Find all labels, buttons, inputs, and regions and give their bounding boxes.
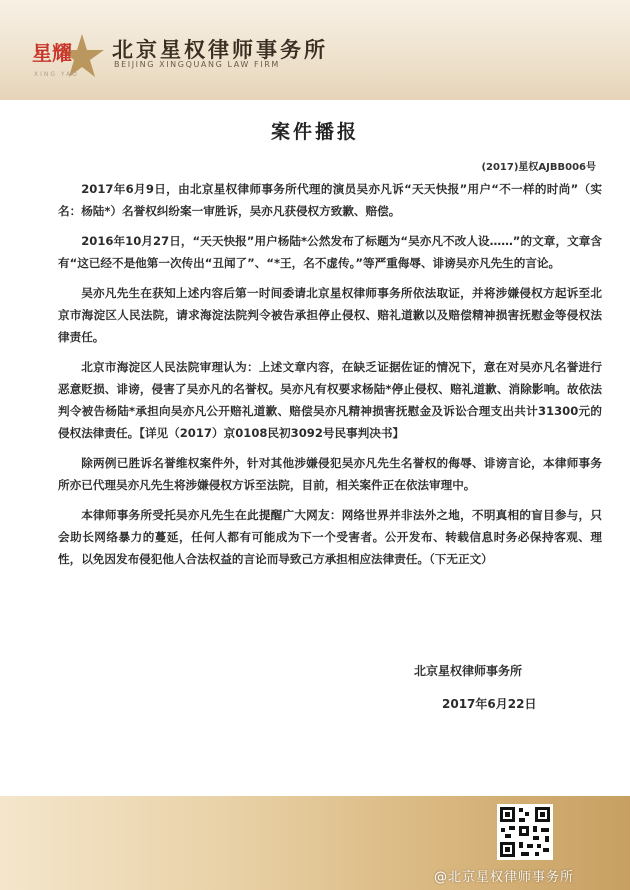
- logo-text: 星耀: [32, 41, 72, 65]
- paragraph-6: 本律师事务所受托吴亦凡先生在此提醒广大网友：网络世界并非法外之地，不明真相的盲目参与，只会助长网络暴力的蔓延，任何人都有可能成为下一个受害者。公开发布、转载信息时务必保持客观、理性，以免因发布侵犯他人合法权益的言论而导致己方承担相应法律责任。（下无正文）: [58, 508, 602, 566]
- letterhead-banner: [0, 0, 630, 100]
- case-number: (2017)星权AJBB006号: [481, 162, 596, 173]
- paragraph-3: 吴亦凡先生在获知上述内容后第一时间委请北京星权律师事务所依法取证，并将涉嫌侵权方起诉至北京市海淀区人民法院，请求海淀法院判令被告承担停止侵权、赔礼道歉以及赔偿精神损害抚慰金等侵权法律责任。: [58, 286, 602, 344]
- paragraph-2: 2016年10月27日，“天天快报”用户杨陆*公然发布了标题为“吴亦凡不改人设……”的文章，文章含有“这已经不是他第一次传出“丑闻了”、“*王，名不虚传。”等严重侮辱、诽谤吴亦凡先生的言论。: [58, 234, 602, 270]
- qr-code: [497, 804, 553, 860]
- document-title: 案件播报: [270, 121, 359, 143]
- paragraph-4: 北京市海淀区人民法院审理认为：上述文章内容，在缺乏证据佐证的情况下，意在对吴亦凡名誉进行恶意贬损、诽谤，侵害了吴亦凡的名誉权。吴亦凡有权要求杨陆*停止侵权、赔礼道歉、消除影响。故依法判令被告杨陆*承担向吴亦凡公开赔礼道歉、赔偿吴亦凡精神损害抚慰金及诉讼合理支出共计31300元的侵权法律责任。【详见（2017）京0108民初3092号民事判决书】: [58, 360, 602, 440]
- weibo-watermark: @北京星权律师事务所: [434, 870, 575, 885]
- firm-name-cn: 北京星权律师事务所: [112, 37, 328, 62]
- paragraph-1: 2017年6月9日，由北京星权律师事务所代理的演员吴亦凡诉“天天快报”用户“不一样的时尚”（实名：杨陆*）名誉权纠纷案一审胜诉，吴亦凡获侵权方致歉、赔偿。: [58, 182, 602, 218]
- logo-subtext: XING YAO: [34, 71, 79, 78]
- signature-date: 2017年6月22日: [442, 697, 537, 711]
- firm-name-en: BEIJING XINGQUANG LAW FIRM: [114, 60, 280, 69]
- firm-logo: [30, 30, 105, 85]
- document-body: [58, 178, 602, 578]
- signature-organization: 北京星权律师事务所: [414, 664, 523, 678]
- paragraph-5: 除两例已胜诉名誉维权案件外，针对其他涉嫌侵犯吴亦凡先生名誉权的侮辱、诽谤言论，本律师事务所亦已代理吴亦凡先生将涉嫌侵权方诉至法院，目前，相关案件正在依法审理中。: [58, 456, 602, 492]
